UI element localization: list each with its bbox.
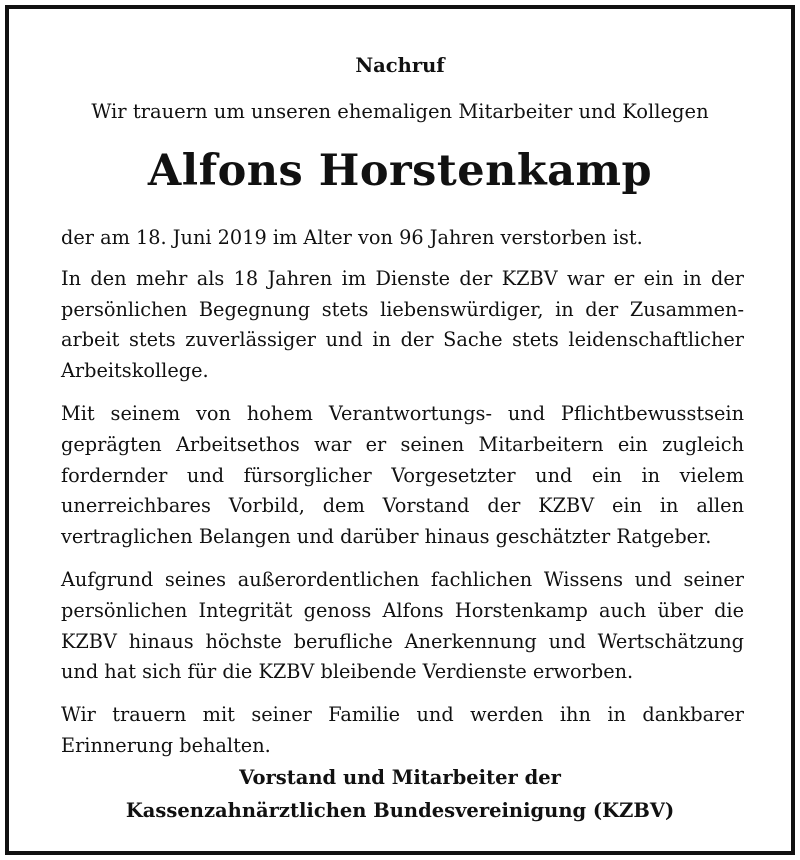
signature-line-2: Kassenzahnärztlichen Bundesvereinigung (KZBV) — [125, 799, 675, 822]
signature-block — [9, 761, 791, 827]
deceased-name: Alfons Horstenkamp — [147, 146, 653, 196]
signature-line-1: Vorstand und Mitarbeiter der — [239, 766, 561, 789]
paragraph-character: Mit seinem von hohem Verantwortungs- und Pflichtbewusstsein geprägten Arbeitsethos war er seinen Mitarbeitern ein zugleich fordernder und fürsorglicher Vorgesetzter und ein in vielem unerreichbares Vorbild, dem Vorstand der KZBV ein in allen vertraglichen Belangen und darüber hinaus geschätzter Ratgeber. — [61, 401, 744, 549]
notice-body — [61, 223, 744, 774]
paragraph-recognition: Aufgrund seines außerordentlichen fachlichen Wissens und seiner persönlichen Integrität genoss Alfons Horstenkamp auch über die KZBV hinaus höchste berufliche Anerkennung und Wertschätzung und hat sich für die KZBV bleibende Verdienste erworben. — [61, 567, 744, 684]
paragraph-death-date: der am 18. Juni 2019 im Alter von 96 Jahren verstorben ist. — [61, 226, 643, 249]
paragraph-mourning: Wir trauern mit seiner Familie und werden ihn in dankbarer Erinnerung behalten. — [61, 703, 744, 757]
intro-line: Wir trauern um unseren ehemaligen Mitarbeiter und Kollegen — [91, 100, 709, 123]
obituary-notice — [5, 5, 795, 855]
paragraph-service: In den mehr als 18 Jahren im Dienste der KZBV war er ein in der persönlichen Begegnung stets liebenswürdiger, in der Zusammenarbeit stets zuverlässiger und in der Sache stets leidenschaftlicher Arbeitskollege. — [61, 266, 744, 383]
notice-heading: Nachruf — [355, 54, 445, 77]
